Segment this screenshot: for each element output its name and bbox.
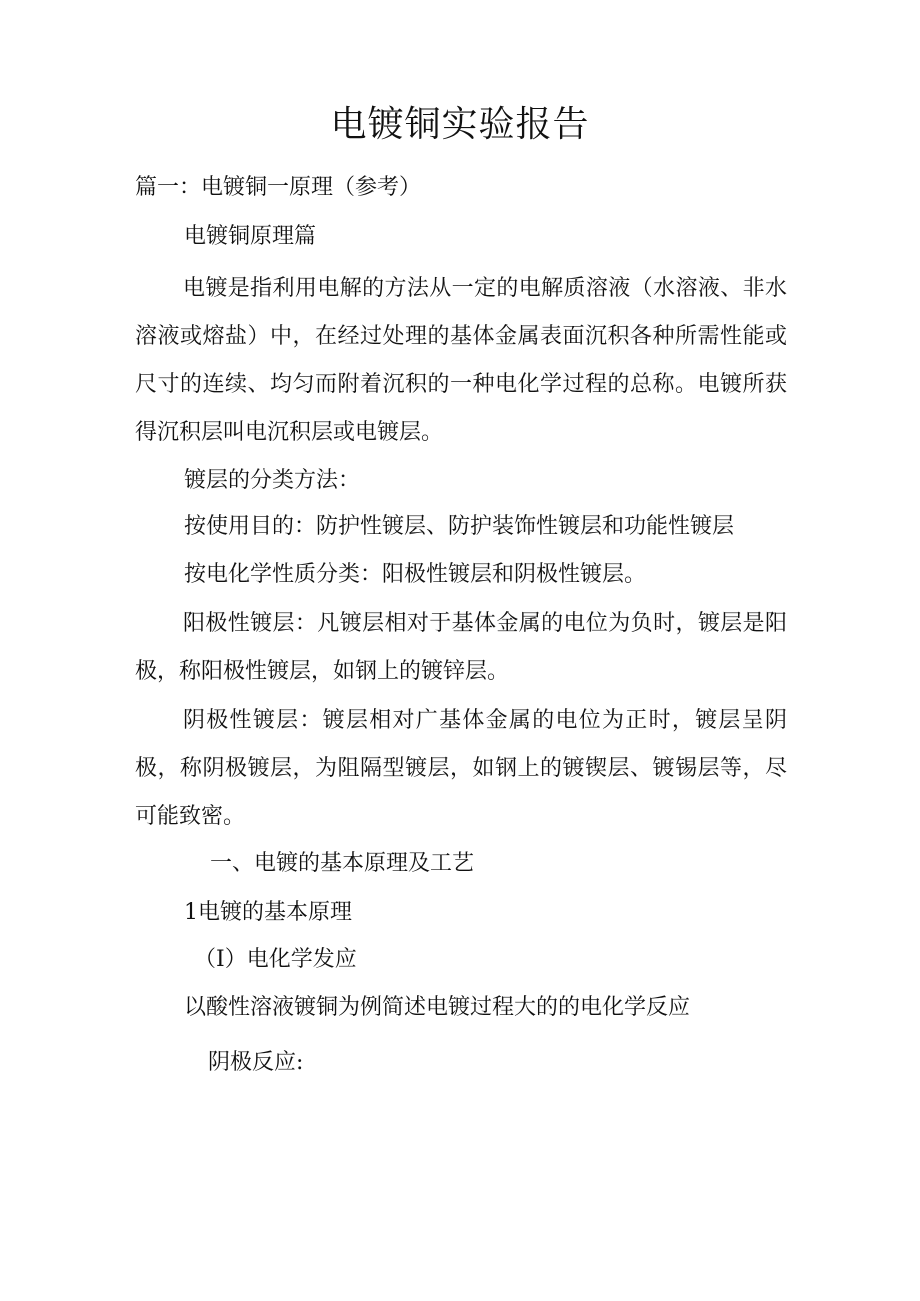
paragraph-cathodic-coating: 阴极性镀层：镀层相对广基体金属的电位为正时，镀层呈阴极，称阴极镀层，为阻隔型镀层，如钢上的镀锲层、镀锡层等，尽可能致密。	[135, 708, 787, 829]
subsection-heading: 1电镀的基本原理	[184, 900, 352, 925]
classification-by-property: 按电化学性质分类：阳极性镀层和阴极性镀层。	[184, 562, 647, 587]
subheading: 电镀铜原理篇	[184, 224, 317, 249]
section-one-heading: 一、电镀的基本原理及工艺	[210, 851, 475, 876]
example-line: 以酸性溶液镀铜为例简述电镀过程大的的电化学反应	[184, 995, 691, 1020]
paragraph-definition: 电镀是指利用电解的方法从一定的电解质溶液（水溶液、非水溶液或熔盐）中，在经过处理的基体金属表面沉积各种所需性能或尺寸的连续、均匀而附着沉积的一种电化学过程的总称。电镀所获得沉积层叫电沉积层或电镀层。	[135, 276, 787, 445]
classification-heading: 镀层的分类方法：	[184, 468, 361, 493]
classification-by-purpose: 按使用目的：防护性镀层、防护装饰性镀层和功能性镀层	[184, 514, 735, 539]
cathode-reaction-label: 阴极反应:	[208, 1050, 304, 1075]
item-heading: （I）电化学发应	[194, 947, 357, 972]
paragraph-anodic-coating: 阳极性镀层：凡镀层相对于基体金属的电位为负时，镀层是阳极，称阳极性镀层，如钢上的镀锌层。	[135, 611, 787, 684]
document-title: 电镀铜实验报告	[330, 104, 590, 145]
section-heading: 篇一：电镀铜一原理（参考）	[135, 175, 422, 200]
